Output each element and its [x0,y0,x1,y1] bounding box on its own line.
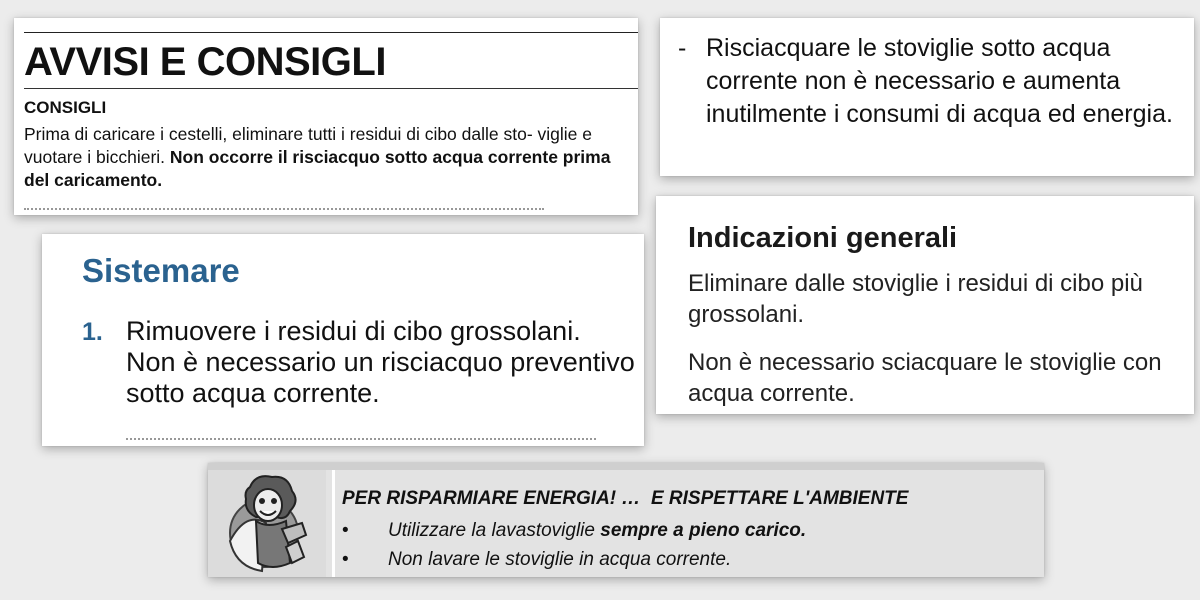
sistemare-card [42,234,644,446]
step-text: Rimuovere i residui di cibo grossolani. Non è necessario un risciacquo preventivo sotto acqua corrente. [126,316,635,408]
tip-separator [332,470,335,577]
consigli-text: Prima di caricare i cestelli, eliminare tutti i residui di cibo dalle sto- viglie e vuotare i bicchieri. [24,124,592,167]
cropped-text-fragment [126,438,596,446]
mascot-person-icon [216,471,320,575]
tip-heading: PER RISPARMIARE ENERGIA! … E RISPETTARE L'AMBIENTE [342,488,909,509]
indicazioni-paragraph-2: Non è necessario sciacquare le stoviglie con acqua corrente. [688,349,1162,407]
tip-item-1-text: Utilizzare la lavastoviglie [388,520,601,541]
risparmio-card [208,463,1044,577]
risciacquare-text: Risciacquare le stoviglie sotto acqua corrente non è necessario e aumenta inutilmente i consumi di acqua ed energia. [706,34,1173,128]
consigli-subtitle: CONSIGLI [24,98,107,117]
consigli-bold-text: Non occorre il risciacquo sotto acqua corrente prima del caricamento. [24,147,611,190]
cropped-text-fragment [24,208,544,215]
title-rule [24,88,638,89]
tip-item-1-bold: sempre a pieno carico. [600,520,807,541]
indicazioni-card [656,196,1194,414]
bullet-2: • [342,549,349,570]
list-dash: - [678,34,687,62]
sistemare-title: Sistemare [82,252,240,289]
consigli-paragraph [24,123,634,192]
tip-item-2: Non lavare le stoviglie in acqua corrente. [388,549,732,570]
step-number: 1. [82,318,103,346]
risciacquare-card [660,18,1194,176]
indicazioni-title: Indicazioni generali [688,222,958,254]
top-rule [24,32,638,33]
avvisi-card [14,18,638,215]
tip-top-bar [208,463,1044,470]
tip-item-1 [388,520,806,542]
bullet-1: • [342,520,349,541]
avvisi-title: AVVISI E CONSIGLI [24,40,386,84]
indicazioni-paragraph-1: Eliminare dalle stoviglie i residui di cibo più grossolani. [688,270,1143,328]
